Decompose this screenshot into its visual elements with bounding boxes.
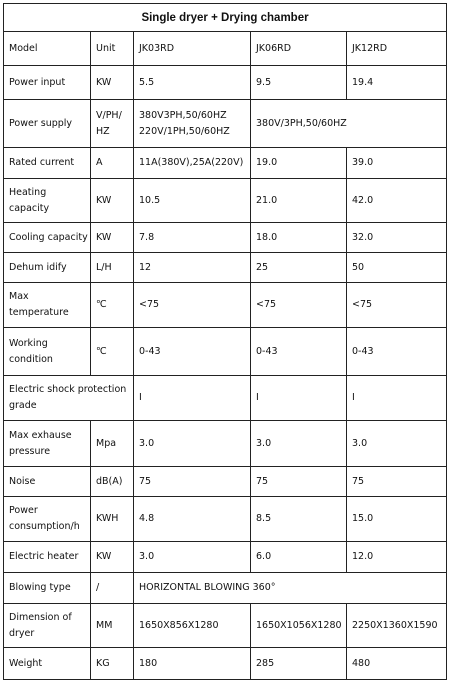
spec-table bbox=[3, 3, 447, 680]
value-jk12rd: 3.0 bbox=[347, 421, 447, 467]
row-heating-capacity bbox=[4, 179, 447, 223]
value-jk03rd: 380V3PH,50/60HZ 220V/1PH,50/60HZ bbox=[134, 100, 251, 148]
unit-cell: ℃ bbox=[91, 283, 134, 328]
row-max-exhause-pressure bbox=[4, 421, 447, 467]
value-jk06rd: 285 bbox=[251, 648, 347, 680]
param-label: Power consumption/h bbox=[4, 497, 91, 542]
unit-cell: L/H bbox=[91, 253, 134, 283]
param-label: Power supply bbox=[4, 100, 91, 148]
value-jk12rd: 75 bbox=[347, 467, 447, 497]
unit-cell: KW bbox=[91, 179, 134, 223]
value-jk03rd: 10.5 bbox=[134, 179, 251, 223]
value-jk06rd: 9.5 bbox=[251, 66, 347, 100]
value-jk12rd: 2250X1360X1590 bbox=[347, 604, 447, 648]
value-jk06rd: 8.5 bbox=[251, 497, 347, 542]
value-jk06rd: 21.0 bbox=[251, 179, 347, 223]
param-label: Dimension of dryer bbox=[4, 604, 91, 648]
value-jk06rd: 6.0 bbox=[251, 542, 347, 573]
param-label: Working condition bbox=[4, 328, 91, 376]
param-label: Noise bbox=[4, 467, 91, 497]
row-power-supply bbox=[4, 100, 447, 148]
unit-cell: MM bbox=[91, 604, 134, 648]
value-jk12rd: I bbox=[347, 376, 447, 421]
value-jk03rd: 4.8 bbox=[134, 497, 251, 542]
model-jk06rd: JK06RD bbox=[251, 32, 347, 66]
row-power-input bbox=[4, 66, 447, 100]
row-blowing-type bbox=[4, 573, 447, 604]
title-row bbox=[4, 4, 447, 32]
unit-cell: Mpa bbox=[91, 421, 134, 467]
param-label: Rated current bbox=[4, 148, 91, 179]
unit-cell: KG bbox=[91, 648, 134, 680]
value-jk03rd: 75 bbox=[134, 467, 251, 497]
row-power-consumption bbox=[4, 497, 447, 542]
row-max-temperature bbox=[4, 283, 447, 328]
unit-cell: KW bbox=[91, 223, 134, 253]
unit-cell: A bbox=[91, 148, 134, 179]
value-jk03rd: 3.0 bbox=[134, 421, 251, 467]
row-weight bbox=[4, 648, 447, 680]
unit-cell: V/PH/ HZ bbox=[91, 100, 134, 148]
value-jk12rd: 12.0 bbox=[347, 542, 447, 573]
value-jk12rd: 32.0 bbox=[347, 223, 447, 253]
value-jk12rd: <75 bbox=[347, 283, 447, 328]
unit-cell: KW bbox=[91, 542, 134, 573]
row-rated-current bbox=[4, 148, 447, 179]
value-jk06rd-jk12rd: 380V/3PH,50/60HZ bbox=[251, 100, 447, 148]
value-jk12rd: 19.4 bbox=[347, 66, 447, 100]
param-label: Max temperature bbox=[4, 283, 91, 328]
unit-cell: KWH bbox=[91, 497, 134, 542]
value-jk06rd: 18.0 bbox=[251, 223, 347, 253]
value-jk06rd: 25 bbox=[251, 253, 347, 283]
value-jk12rd: 42.0 bbox=[347, 179, 447, 223]
row-electric-heater bbox=[4, 542, 447, 573]
value-jk06rd: I bbox=[251, 376, 347, 421]
param-label: Dehum idify bbox=[4, 253, 91, 283]
unit-cell: dB(A) bbox=[91, 467, 134, 497]
value-jk12rd: 39.0 bbox=[347, 148, 447, 179]
param-label: Cooling capacity bbox=[4, 223, 91, 253]
value-jk12rd: 50 bbox=[347, 253, 447, 283]
model-jk03rd: JK03RD bbox=[134, 32, 251, 66]
row-working-condition bbox=[4, 328, 447, 376]
value-jk06rd: 1650X1056X1280 bbox=[251, 604, 347, 648]
value-jk12rd: 480 bbox=[347, 648, 447, 680]
value-jk03rd: 3.0 bbox=[134, 542, 251, 573]
value-jk03rd: I bbox=[134, 376, 251, 421]
value-jk03rd: <75 bbox=[134, 283, 251, 328]
value-jk03rd: 5.5 bbox=[134, 66, 251, 100]
value-all-models: HORIZONTAL BLOWING 360° bbox=[134, 573, 447, 604]
table-title: Single dryer + Drying chamber bbox=[4, 4, 447, 32]
row-electric-shock-protection bbox=[4, 376, 447, 421]
param-label: Max exhause pressure bbox=[4, 421, 91, 467]
param-label: Blowing type bbox=[4, 573, 91, 604]
value-jk03rd: 11A(380V),25A(220V) bbox=[134, 148, 251, 179]
value-jk03rd: 0-43 bbox=[134, 328, 251, 376]
value-jk06rd: 19.0 bbox=[251, 148, 347, 179]
param-label: Heating capacity bbox=[4, 179, 91, 223]
unit-cell: ℃ bbox=[91, 328, 134, 376]
value-jk12rd: 15.0 bbox=[347, 497, 447, 542]
value-jk12rd: 0-43 bbox=[347, 328, 447, 376]
param-label: Power input bbox=[4, 66, 91, 100]
header-unit: Unit bbox=[91, 32, 134, 66]
unit-cell: / bbox=[91, 573, 134, 604]
row-dehumidify bbox=[4, 253, 447, 283]
header-model: Model bbox=[4, 32, 91, 66]
value-jk06rd: <75 bbox=[251, 283, 347, 328]
value-jk03rd: 7.8 bbox=[134, 223, 251, 253]
header-row bbox=[4, 32, 447, 66]
row-cooling-capacity bbox=[4, 223, 447, 253]
value-jk03rd: 180 bbox=[134, 648, 251, 680]
value-jk06rd: 75 bbox=[251, 467, 347, 497]
value-jk03rd: 12 bbox=[134, 253, 251, 283]
value-jk06rd: 0-43 bbox=[251, 328, 347, 376]
value-jk03rd: 1650X856X1280 bbox=[134, 604, 251, 648]
param-label: Electric heater bbox=[4, 542, 91, 573]
param-label: Electric shock protection grade bbox=[4, 376, 134, 421]
unit-cell: KW bbox=[91, 66, 134, 100]
model-jk12rd: JK12RD bbox=[347, 32, 447, 66]
row-dimension-of-dryer bbox=[4, 604, 447, 648]
value-jk06rd: 3.0 bbox=[251, 421, 347, 467]
param-label: Weight bbox=[4, 648, 91, 680]
row-noise bbox=[4, 467, 447, 497]
